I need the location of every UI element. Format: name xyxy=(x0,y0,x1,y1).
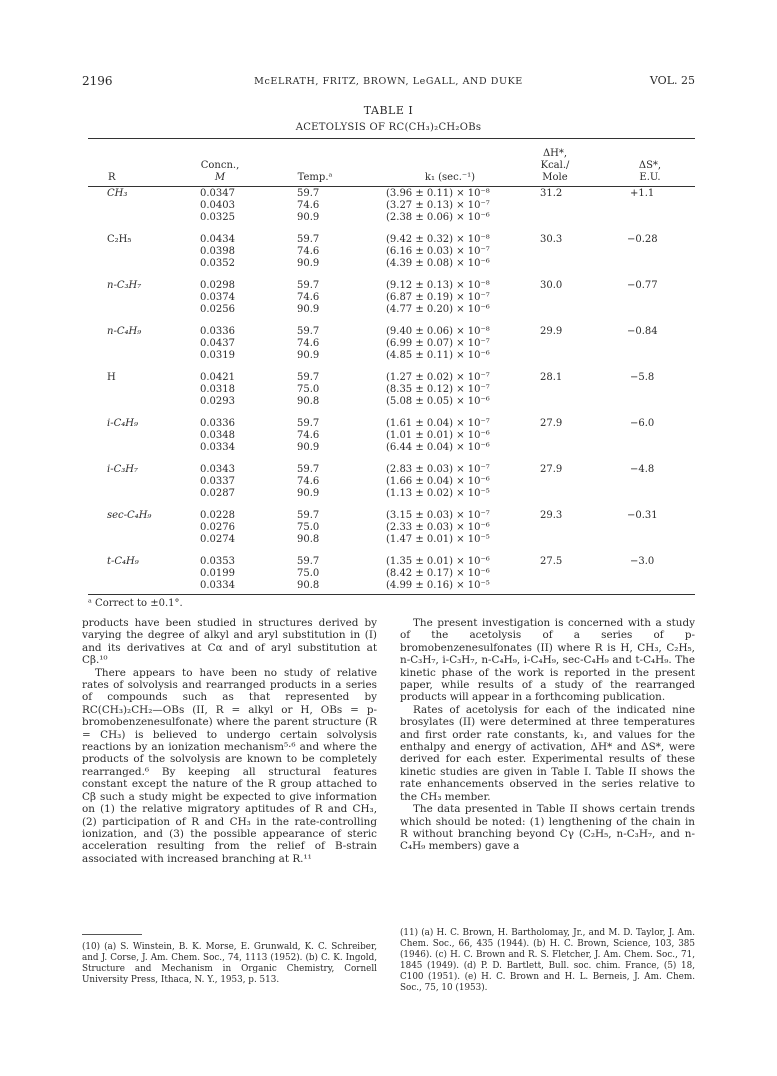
k1-value: (3.96 ± 0.11) × 10⁻⁸ xyxy=(386,188,490,199)
k1-value: (9.40 ± 0.06) × 10⁻⁸ xyxy=(386,326,490,337)
delta-s-value: −0.77 xyxy=(627,280,658,291)
k1-value: (3.27 ± 0.13) × 10⁻⁷ xyxy=(386,200,490,211)
row-label: n-C₄H₉ xyxy=(107,326,142,337)
k1-value: (4.85 ± 0.11) × 10⁻⁶ xyxy=(386,350,490,361)
concn-value: 0.0334 xyxy=(200,580,235,591)
temp-value: 75.0 xyxy=(297,384,320,395)
k1-value: (2.33 ± 0.03) × 10⁻⁶ xyxy=(386,522,490,533)
temp-value: 90.9 xyxy=(297,350,320,361)
delta-s-value: −0.84 xyxy=(627,326,658,337)
concn-value: 0.0353 xyxy=(200,556,235,567)
k1-value: (6.87 ± 0.19) × 10⁻⁷ xyxy=(386,292,490,303)
concn-value: 0.0298 xyxy=(200,280,235,291)
concn-value: 0.0318 xyxy=(200,384,235,395)
temp-value: 74.6 xyxy=(297,430,320,441)
left-column xyxy=(82,617,377,865)
k1-value: (6.44 ± 0.04) × 10⁻⁶ xyxy=(386,442,490,453)
temp-value: 59.7 xyxy=(297,234,320,245)
header-r: R xyxy=(108,172,116,183)
concn-value: 0.0347 xyxy=(200,188,235,199)
k1-value: (4.99 ± 0.16) × 10⁻⁵ xyxy=(386,580,490,591)
k1-value: (4.39 ± 0.08) × 10⁻⁶ xyxy=(386,258,490,269)
concn-value: 0.0336 xyxy=(200,418,235,429)
temp-value: 59.7 xyxy=(297,326,320,337)
concn-value: 0.0398 xyxy=(200,246,235,257)
temp-value: 59.7 xyxy=(297,510,320,521)
concn-value: 0.0228 xyxy=(200,510,235,521)
temp-value: 59.7 xyxy=(297,188,320,199)
concn-value: 0.0352 xyxy=(200,258,235,269)
temp-value: 74.6 xyxy=(297,246,320,257)
paragraph: The data presented in Table II shows certain trends which should be noted: (1) lengthening of the chain in R without branching beyond Cγ (C₂H₅, n-C₃H₇, and n-C₄H₉ members) gave a xyxy=(400,803,695,853)
table-bottom-rule xyxy=(88,594,695,595)
delta-s-value: −4.8 xyxy=(630,464,655,475)
table-header-rule xyxy=(88,186,695,187)
page-number: 2196 xyxy=(82,74,113,88)
delta-s-value: −5.8 xyxy=(630,372,655,383)
temp-value: 59.7 xyxy=(297,418,320,429)
k1-value: (1.66 ± 0.04) × 10⁻⁶ xyxy=(386,476,490,487)
header-delta-h: ΔH*, Kcal./ Mole xyxy=(540,148,570,183)
temp-value: 90.8 xyxy=(297,396,320,407)
row-label: i-C₃H₇ xyxy=(107,464,138,475)
delta-s-value: −0.31 xyxy=(627,510,658,521)
concn-value: 0.0348 xyxy=(200,430,235,441)
k1-value: (1.01 ± 0.01) × 10⁻⁶ xyxy=(386,430,490,441)
concn-value: 0.0374 xyxy=(200,292,235,303)
header-temp: Temp.ᵃ xyxy=(297,172,333,183)
temp-value: 59.7 xyxy=(297,372,320,383)
row-label: n-C₃H₇ xyxy=(107,280,142,291)
temp-value: 59.7 xyxy=(297,464,320,475)
concn-value: 0.0337 xyxy=(200,476,235,487)
volume-label: VOL. 25 xyxy=(649,74,695,87)
temp-value: 90.9 xyxy=(297,442,320,453)
delta-h-value: 29.9 xyxy=(540,326,563,337)
table-title: TABLE I xyxy=(363,104,414,117)
temp-value: 90.8 xyxy=(297,580,320,591)
k1-value: (9.42 ± 0.32) × 10⁻⁸ xyxy=(386,234,490,245)
temp-value: 75.0 xyxy=(297,568,320,579)
temp-value: 90.9 xyxy=(297,258,320,269)
k1-value: (9.12 ± 0.13) × 10⁻⁸ xyxy=(386,280,490,291)
concn-value: 0.0274 xyxy=(200,534,235,545)
delta-h-value: 27.5 xyxy=(540,556,563,567)
temp-value: 90.9 xyxy=(297,212,320,223)
delta-h-value: 28.1 xyxy=(540,372,563,383)
temp-value: 74.6 xyxy=(297,292,320,303)
right-column xyxy=(400,617,695,853)
row-label: CH₃ xyxy=(107,188,128,199)
temp-value: 74.6 xyxy=(297,476,320,487)
concn-value: 0.0437 xyxy=(200,338,235,349)
delta-s-value: −0.28 xyxy=(627,234,658,245)
delta-h-value: 27.9 xyxy=(540,418,563,429)
k1-value: (2.38 ± 0.06) × 10⁻⁶ xyxy=(386,212,490,223)
delta-h-value: 27.9 xyxy=(540,464,563,475)
k1-value: (3.15 ± 0.03) × 10⁻⁷ xyxy=(386,510,490,521)
concn-value: 0.0325 xyxy=(200,212,235,223)
k1-value: (8.42 ± 0.17) × 10⁻⁶ xyxy=(386,568,490,579)
concn-value: 0.0403 xyxy=(200,200,235,211)
header-concn: Concn., M xyxy=(200,160,240,183)
temp-value: 74.6 xyxy=(297,338,320,349)
delta-h-value: 30.3 xyxy=(540,234,563,245)
running-header xyxy=(82,74,695,90)
k1-value: (1.61 ± 0.04) × 10⁻⁷ xyxy=(386,418,490,429)
row-label: H xyxy=(107,372,116,383)
concn-value: 0.0334 xyxy=(200,442,235,453)
concn-value: 0.0199 xyxy=(200,568,235,579)
footnote-rule-left xyxy=(82,934,142,935)
paragraph: The present investigation is concerned with a study of the acetolysis of a series of p-bromobenzenesulfonates (II) where R is H, CH₃, C₂H₅, n-C₃H₇, i-C₃H₇, n-C₄H₉, i-C₄H₉, sec-C₄H₉ and t-C₄H₉. The kinetic phase of the work is reported in the present paper, while results of a study of the rearranged products will appear in a forthcoming publication. xyxy=(400,617,695,704)
delta-s-value: −3.0 xyxy=(630,556,655,567)
delta-h-value: 29.3 xyxy=(540,510,563,521)
k1-value: (1.47 ± 0.01) × 10⁻⁵ xyxy=(386,534,490,545)
k1-value: (2.83 ± 0.03) × 10⁻⁷ xyxy=(386,464,490,475)
concn-value: 0.0434 xyxy=(200,234,235,245)
table-caption: ACETOLYSIS OF RC(CH₃)₂CH₂OBs xyxy=(295,122,482,133)
concn-value: 0.0343 xyxy=(200,464,235,475)
temp-value: 90.9 xyxy=(297,304,320,315)
temp-value: 74.6 xyxy=(297,200,320,211)
concn-value: 0.0336 xyxy=(200,326,235,337)
delta-h-value: 30.0 xyxy=(540,280,563,291)
concn-value: 0.0276 xyxy=(200,522,235,533)
running-authors: McELRATH, FRITZ, BROWN, LeGALL, AND DUKE xyxy=(254,76,523,87)
footnote-10: (10) (a) S. Winstein, B. K. Morse, E. Grunwald, K. C. Schreiber, and J. Corse, J. Am. Chem. Soc., 74, 1113 (1952). (b) C. K. Ingold, Structure and Mechanism in Organic Chemistry, Cornell University Press, Ithaca, N. Y., 1953, p. 513. xyxy=(82,942,377,985)
paragraph: There appears to have been no study of relative rates of solvolysis and rearranged products in a series of compounds such as that represented by RC(CH₃)₂CH₂—OBs (II, R = alkyl or H, OBs = p-bromobenzenesulfonate) where the parent structure (R = CH₃) is believed to undergo certain solvolysis reactions by an ionization mechanism⁵·⁶ and where the products of the solvolysis are known to be completely rearranged.⁶ By keeping all structural features constant except the nature of the R group attached to Cβ such a study might be expected to give information on (1) the relative migratory aptitudes of R and CH₃, (2) participation of R and CH₃ in the rate-controlling ionization, and (3) the possible appearance of steric acceleration resulting from the relief of B-strain associated with increased branching at R.¹¹ xyxy=(82,666,377,865)
header-delta-s: ΔS*, E.U. xyxy=(638,160,662,183)
table-footnote: ᵃ Correct to ±0.1°. xyxy=(88,598,183,609)
k1-value: (1.27 ± 0.02) × 10⁻⁷ xyxy=(386,372,490,383)
k1-value: (6.99 ± 0.07) × 10⁻⁷ xyxy=(386,338,490,349)
concn-value: 0.0293 xyxy=(200,396,235,407)
header-k1: k₁ (sec.⁻¹) xyxy=(424,172,476,183)
k1-value: (1.13 ± 0.02) × 10⁻⁵ xyxy=(386,488,490,499)
k1-value: (8.35 ± 0.12) × 10⁻⁷ xyxy=(386,384,490,395)
concn-value: 0.0256 xyxy=(200,304,235,315)
temp-value: 90.8 xyxy=(297,534,320,545)
paragraph: products have been studied in structures derived by varying the degree of alkyl and aryl substitution in (I) and its derivatives at Cα and of aryl substitution at Cβ.¹⁰ xyxy=(82,617,377,667)
row-label: sec-C₄H₉ xyxy=(107,510,152,521)
temp-value: 90.9 xyxy=(297,488,320,499)
concn-value: 0.0287 xyxy=(200,488,235,499)
k1-value: (1.35 ± 0.01) × 10⁻⁶ xyxy=(386,556,490,567)
delta-h-value: 31.2 xyxy=(540,188,563,199)
footnote-11: (11) (a) H. C. Brown, H. Bartholomay, Jr., and M. D. Taylor, J. Am. Chem. Soc., 66, 435 (1944). (b) H. C. Brown, Science, 103, 385 (1946). (c) H. C. Brown and R. S. Fletcher, J. Am. Chem. Soc., 71, 1845 (1949). (d) P. D. Bartlett, Bull. soc. chim. France, (5) 18, C100 (1951). (e) H. C. Brown and H. L. Berneis, J. Am. Chem. Soc., 75, 10 (1953). xyxy=(400,928,695,993)
row-label: t-C₄H₉ xyxy=(107,556,139,567)
row-label: i-C₄H₉ xyxy=(107,418,138,429)
paragraph: Rates of acetolysis for each of the indicated nine brosylates (II) were determined at three temperatures and first order rate constants, k₁, and values for the enthalpy and energy of activation, ΔH* and ΔS*, were derived for each ester. Experimental results of these kinetic studies are given in Table I. Table II shows the rate enhancements observed in the series relative to the CH₃ member. xyxy=(400,703,695,803)
k1-value: (5.08 ± 0.05) × 10⁻⁶ xyxy=(386,396,490,407)
concn-value: 0.0421 xyxy=(200,372,235,383)
concn-value: 0.0319 xyxy=(200,350,235,361)
temp-value: 75.0 xyxy=(297,522,320,533)
delta-s-value: −6.0 xyxy=(630,418,655,429)
temp-value: 59.7 xyxy=(297,556,320,567)
temp-value: 59.7 xyxy=(297,280,320,291)
row-label: C₂H₅ xyxy=(107,234,132,245)
k1-value: (6.16 ± 0.03) × 10⁻⁷ xyxy=(386,246,490,257)
k1-value: (4.77 ± 0.20) × 10⁻⁶ xyxy=(386,304,490,315)
table-top-rule xyxy=(88,138,695,139)
delta-s-value: +1.1 xyxy=(630,188,655,199)
